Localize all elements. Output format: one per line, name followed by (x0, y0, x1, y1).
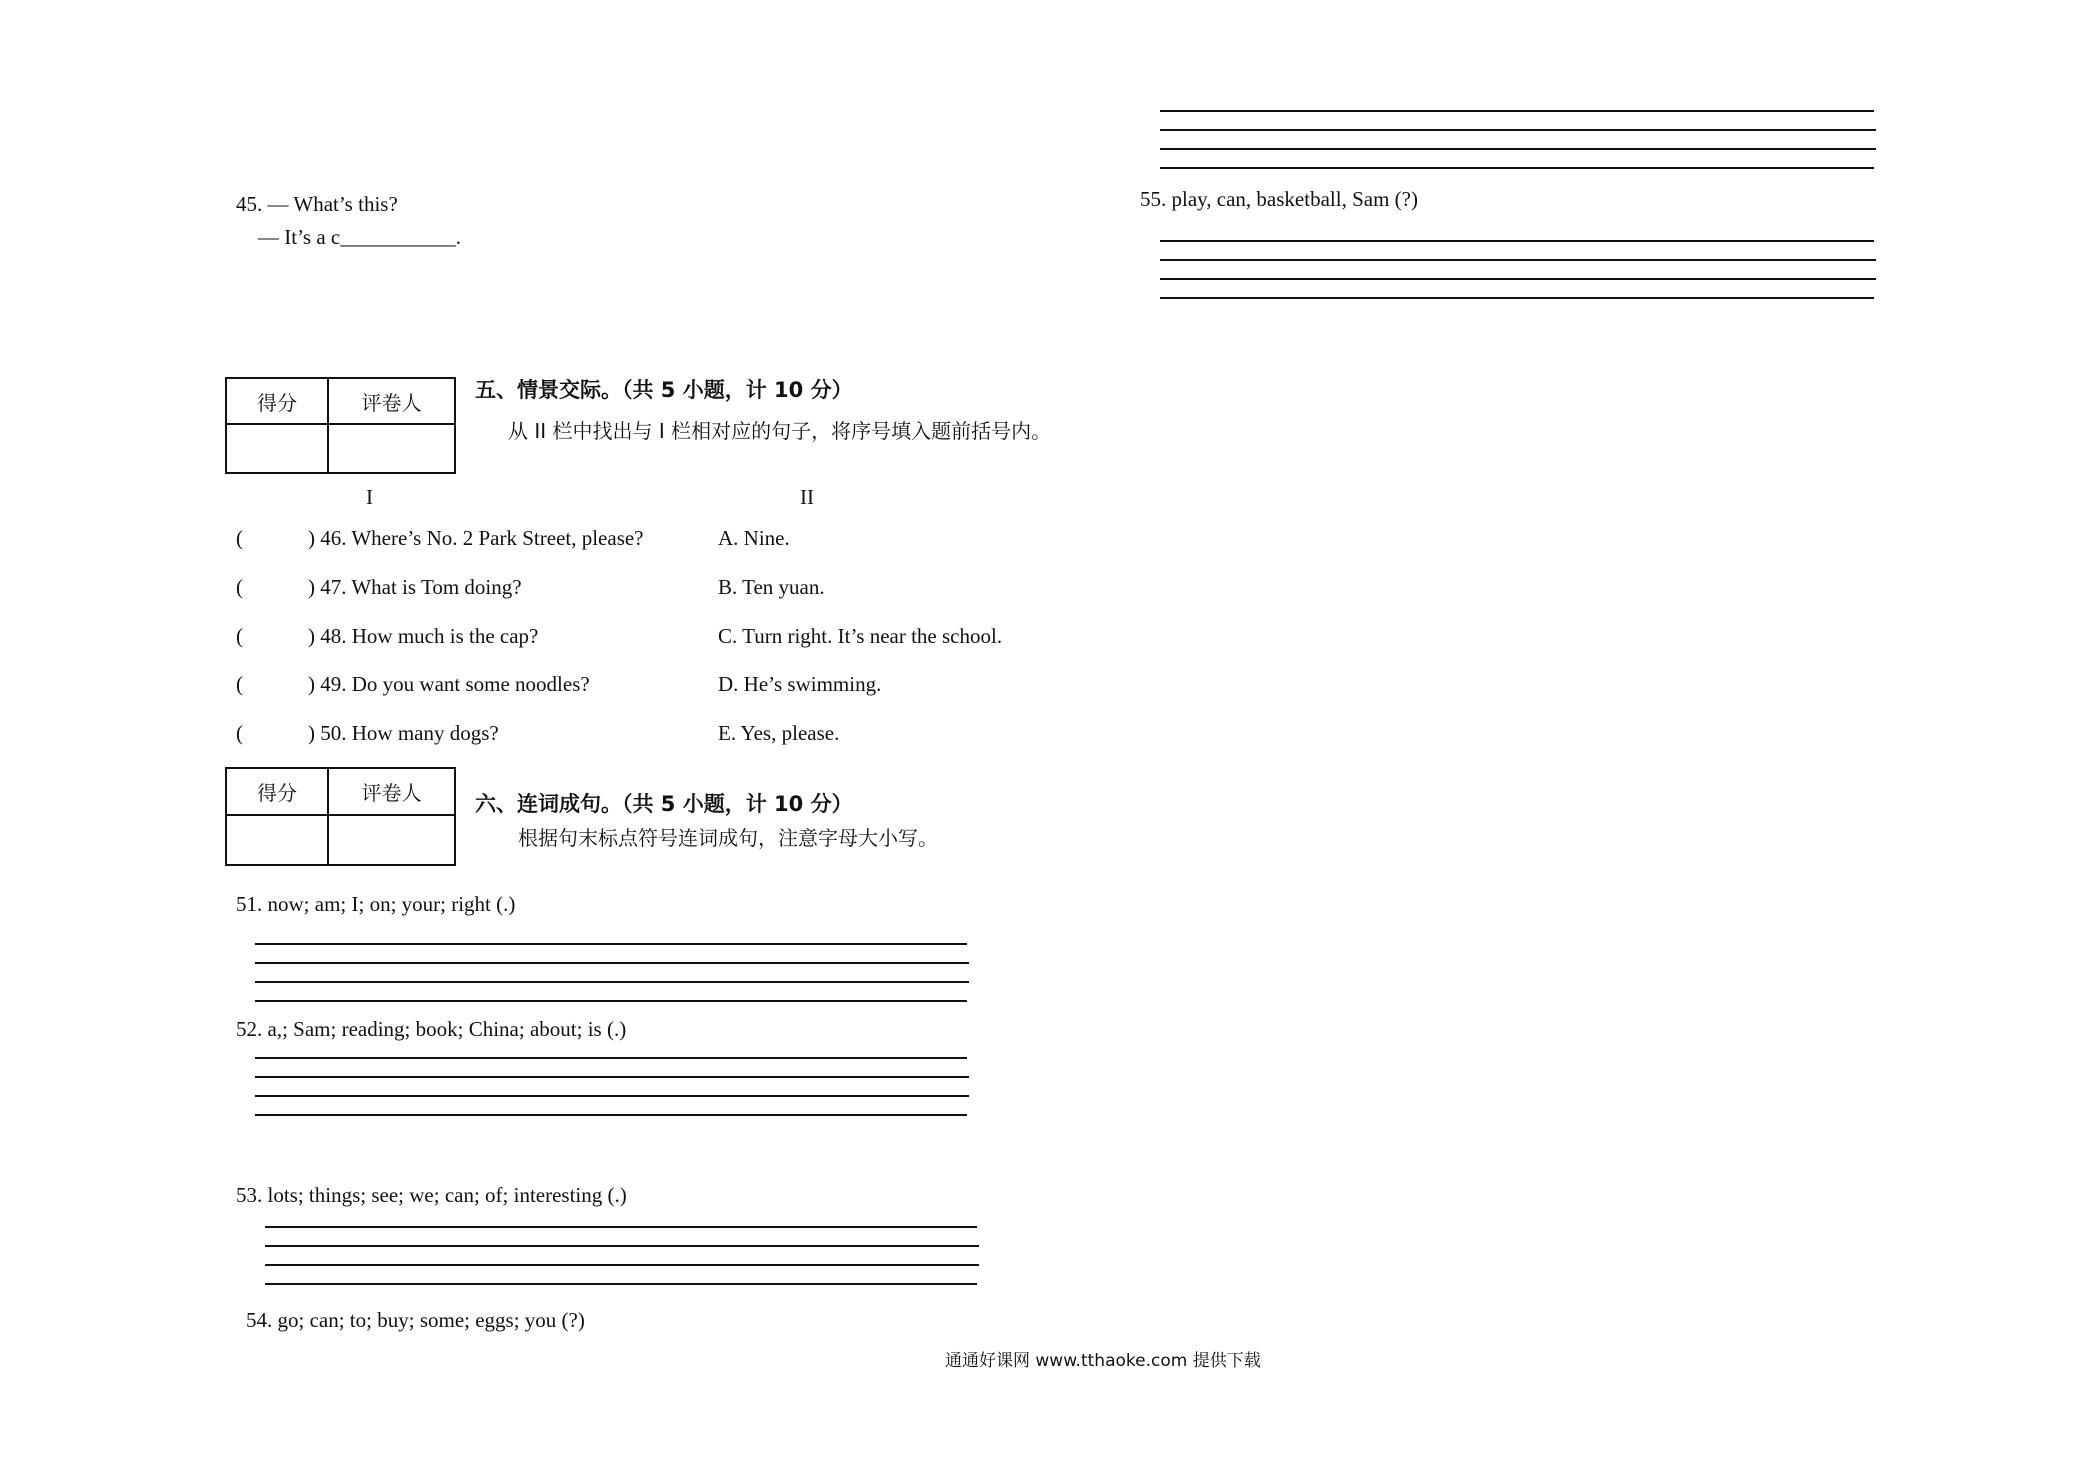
matching-option: B. Ten yuan. (718, 575, 825, 599)
question-51: 51. now; am; I; on; your; right (.) (236, 892, 516, 916)
column-header-i: I (366, 485, 373, 509)
score-table-section6 (225, 767, 456, 866)
question-54: 54. go; can; to; buy; some; eggs; you (?) (246, 1308, 585, 1332)
matching-question: ) 49. Do you want some noodles? (308, 672, 590, 696)
question-55: 55. play, can, basketball, Sam (?) (1140, 187, 1418, 211)
score-cell[interactable] (226, 815, 328, 865)
section6-title: 六、连词成句。（共 5 小题，计 10 分） (475, 792, 853, 816)
matching-option: C. Turn right. It’s near the school. (718, 624, 1003, 648)
footer-source: 通通好课网 www.tthaoke.com 提供下载 (945, 1351, 1261, 1371)
answer-paren-open[interactable]: ( (236, 575, 243, 599)
grader-cell[interactable] (328, 424, 455, 473)
answer-paren-open[interactable]: ( (236, 526, 243, 550)
answer-paren-open[interactable]: ( (236, 721, 243, 745)
matching-option: D. He’s swimming. (718, 672, 882, 696)
answer-paren-open[interactable]: ( (236, 624, 243, 648)
score-table-section5 (225, 377, 456, 474)
grader-label: 评卷人 (328, 378, 455, 424)
section6-instruction: 根据句末标点符号连词成句，注意字母大小写。 (518, 826, 938, 850)
grader-label: 评卷人 (328, 768, 455, 815)
question-45: 45. — What’s this? (236, 192, 398, 216)
matching-question: ) 50. How many dogs? (308, 721, 499, 745)
column-header-ii: II (800, 485, 814, 509)
matching-question: ) 46. Where’s No. 2 Park Street, please? (308, 526, 644, 550)
score-label: 得分 (226, 378, 328, 424)
matching-option: E. Yes, please. (718, 721, 840, 745)
score-label: 得分 (226, 768, 328, 815)
answer-paren-open[interactable]: ( (236, 672, 243, 696)
question-53: 53. lots; things; see; we; can; of; interesting (.) (236, 1183, 627, 1207)
section5-instruction: 从 II 栏中找出与 I 栏相对应的句子，将序号填入题前括号内。 (508, 419, 1052, 443)
answer-45-blank: — It’s a c___________. (258, 225, 461, 249)
matching-option: A. Nine. (718, 526, 790, 550)
matching-question: ) 47. What is Tom doing? (308, 575, 522, 599)
score-cell[interactable] (226, 424, 328, 473)
matching-question: ) 48. How much is the cap? (308, 624, 539, 648)
grader-cell[interactable] (328, 815, 455, 865)
question-52: 52. a,; Sam; reading; book; China; about; is (.) (236, 1017, 627, 1041)
section5-title: 五、情景交际。（共 5 小题，计 10 分） (475, 378, 853, 402)
